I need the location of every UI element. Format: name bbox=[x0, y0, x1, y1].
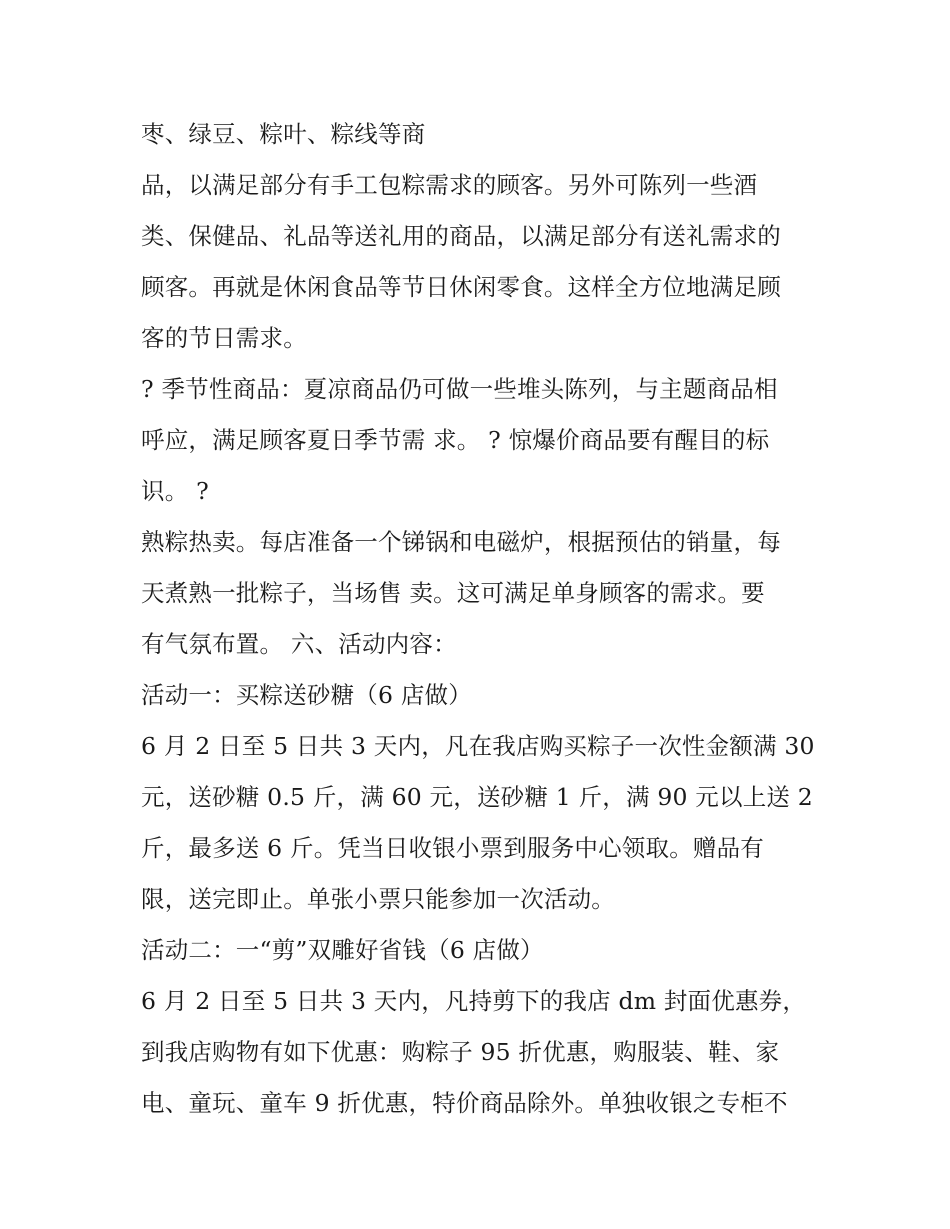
text-line: 限，送完即止。单张小票只能参加一次活动。 bbox=[141, 885, 615, 913]
text-line: 斤，最多送 6 斤。凭当日收银小票到服务中心领取。赠品有 bbox=[141, 834, 764, 862]
text-line: 电、童玩、童车 9 折优惠，特价商品除外。单独收银之专柜不 bbox=[141, 1089, 788, 1117]
text-line: 到我店购物有如下优惠：购粽子 95 折优惠，购服装、鞋、家 bbox=[141, 1038, 780, 1066]
section-heading: 活动二：一“剪”双雕好省钱（6 店做） bbox=[141, 936, 544, 964]
section-heading: 活动一：买粽送砂糖（6 店做） bbox=[141, 681, 472, 709]
text-line: 6 月 2 日至 5 日共 3 天内，凡持剪下的我店 dm 封面优惠券， bbox=[141, 987, 807, 1015]
text-line: 呼应，满足顾客夏日季节需 求。 ? 惊爆价商品要有醒目的标 bbox=[141, 426, 770, 454]
text-line: 天煮熟一批粽子，当场售 卖。这可满足单身顾客的需求。要 bbox=[141, 579, 765, 607]
text-line: 识。 ? bbox=[141, 477, 209, 505]
text-line: 元，送砂糖 0.5 斤，满 60 元，送砂糖 1 斤，满 90 元以上送 2 bbox=[141, 783, 813, 811]
text-line: ? 季节性商品：夏凉商品仍可做一些堆头陈列，与主题商品相 bbox=[141, 375, 778, 403]
text-line: 有气氛布置。 六、活动内容： bbox=[141, 630, 457, 658]
text-line: 熟粽热卖。每店准备一个锑锅和电磁炉，根据预估的销量，每 bbox=[141, 528, 781, 556]
text-line: 顾客。再就是休闲食品等节日休闲零食。这样全方位地满足顾 bbox=[141, 273, 781, 301]
text-line: 品，以满足部分有手工包粽需求的顾客。另外可陈列一些酒 bbox=[141, 171, 758, 199]
text-line: 类、保健品、礼品等送礼用的商品，以满足部分有送礼需求的 bbox=[141, 222, 781, 250]
text-line: 6 月 2 日至 5 日共 3 天内，凡在我店购买粽子一次性金额满 30 bbox=[141, 732, 815, 760]
body-text bbox=[141, 109, 831, 1129]
text-line: 枣、绿豆、粽叶、粽线等商 bbox=[141, 120, 426, 148]
text-line: 客的节日需求。 bbox=[141, 324, 307, 352]
